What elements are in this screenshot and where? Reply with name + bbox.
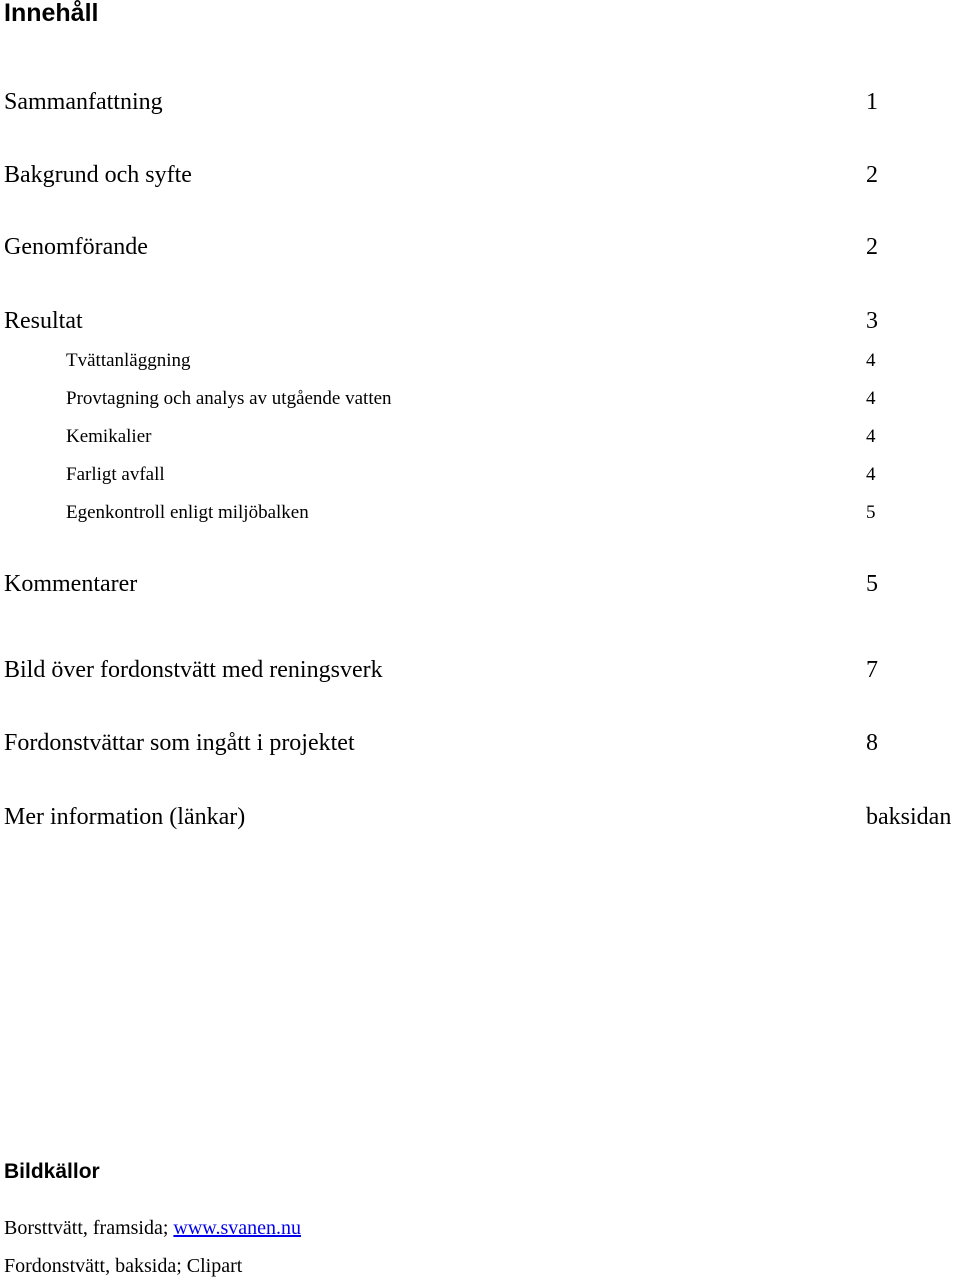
page-title: Innehåll (4, 0, 99, 27)
toc-subentry[interactable]: Egenkontroll enligt miljöbalken (66, 502, 309, 523)
toc-page-number: baksidan (866, 804, 952, 830)
toc-page-number: 1 (866, 89, 878, 115)
image-source-text: Borsttvätt, framsida; (4, 1217, 174, 1239)
image-source-line (4, 1216, 301, 1240)
toc-page-number: 2 (866, 234, 878, 260)
toc-entry[interactable]: Mer information (länkar) (4, 804, 246, 830)
toc-entry[interactable]: Resultat (4, 308, 83, 334)
image-sources-heading: Bildkällor (4, 1160, 100, 1183)
toc-page-number: 4 (866, 388, 876, 409)
image-source-line: Fordonstvätt, baksida; Clipart (4, 1255, 243, 1277)
toc-subentry[interactable]: Provtagning och analys av utgående vatten (66, 388, 392, 409)
toc-page-number: 4 (866, 426, 876, 447)
toc-subentry[interactable]: Kemikalier (66, 426, 152, 447)
source-link[interactable]: www.svanen.nu (173, 1217, 301, 1239)
toc-page-number: 4 (866, 350, 876, 371)
toc-page-number: 3 (866, 308, 878, 334)
toc-page-number: 4 (866, 464, 876, 485)
toc-subentry[interactable]: Farligt avfall (66, 464, 165, 485)
toc-page-number: 2 (866, 162, 878, 188)
toc-entry[interactable]: Fordonstvättar som ingått i projektet (4, 730, 355, 756)
toc-entry[interactable]: Bild över fordonstvätt med reningsverk (4, 657, 383, 683)
toc-entry[interactable]: Genomförande (4, 234, 148, 260)
toc-entry[interactable]: Sammanfattning (4, 89, 163, 115)
toc-subentry[interactable]: Tvättanläggning (66, 350, 191, 371)
toc-page-number: 5 (866, 571, 878, 597)
toc-page-number: 7 (866, 657, 878, 683)
toc-page-number: 8 (866, 730, 878, 756)
toc-page-number: 5 (866, 502, 876, 523)
toc-entry[interactable]: Kommentarer (4, 571, 138, 597)
toc-entry[interactable]: Bakgrund och syfte (4, 162, 192, 188)
